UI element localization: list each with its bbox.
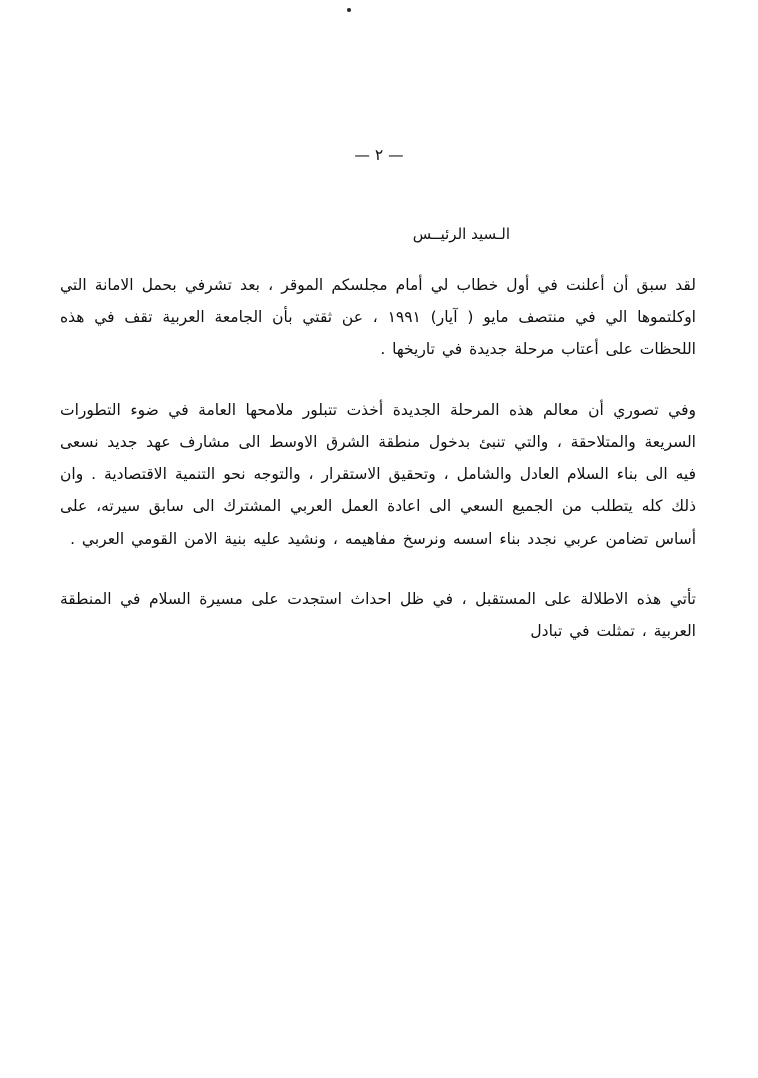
page-number: — ٢ — <box>354 146 404 164</box>
paragraph-3: تأتي هذه الاطلالة على المستقبل ، في ظل احداث استجدت على مسيرة السلام في المنطقة العربية ، تمثلت في تبادل <box>60 589 696 641</box>
paragraph-1: لقد سبق أن أعلنت في أول خطاب لي أمام مجلسكم الموقر ، بعد تشرفي بحمل الامانة التي اوكلتموها الي في منتصف مايو ( آيار) ١٩٩١ ، عن ثقتي بأن الجامعة العربية تقف في هذه اللحظات على أعتاب مرحلة جديدة في تاريخها . <box>60 276 696 359</box>
salutation-line: الـسيد الرئيــس <box>412 225 510 243</box>
document-body <box>60 225 696 675</box>
paragraph-2: وفي تصوري أن معالم هذه المرحلة الجديدة أخذت تتبلور ملامحها العامة في ضوء التطورات السريعة والمتلاحقة ، والتي تنبئ بدخول منطقة الشرق الاوسط الى مشارف عهد جديد نسعى فيه الى بناء السلام العادل والشامل ، وتحقيق الاستقرار ، والتوجه نحو التنمية الاقتصادية . وان ذلك كله يتطلب من الجميع السعي الى اعادة العمل العربي المشترك الى سابق سيرته، على أساس تضامن عربي نجدد بناء اسسه ونرسخ مفاهيمه ، ونشيد عليه بنية الامن القومي العربي . <box>60 400 696 548</box>
page-top-mark <box>347 8 351 12</box>
